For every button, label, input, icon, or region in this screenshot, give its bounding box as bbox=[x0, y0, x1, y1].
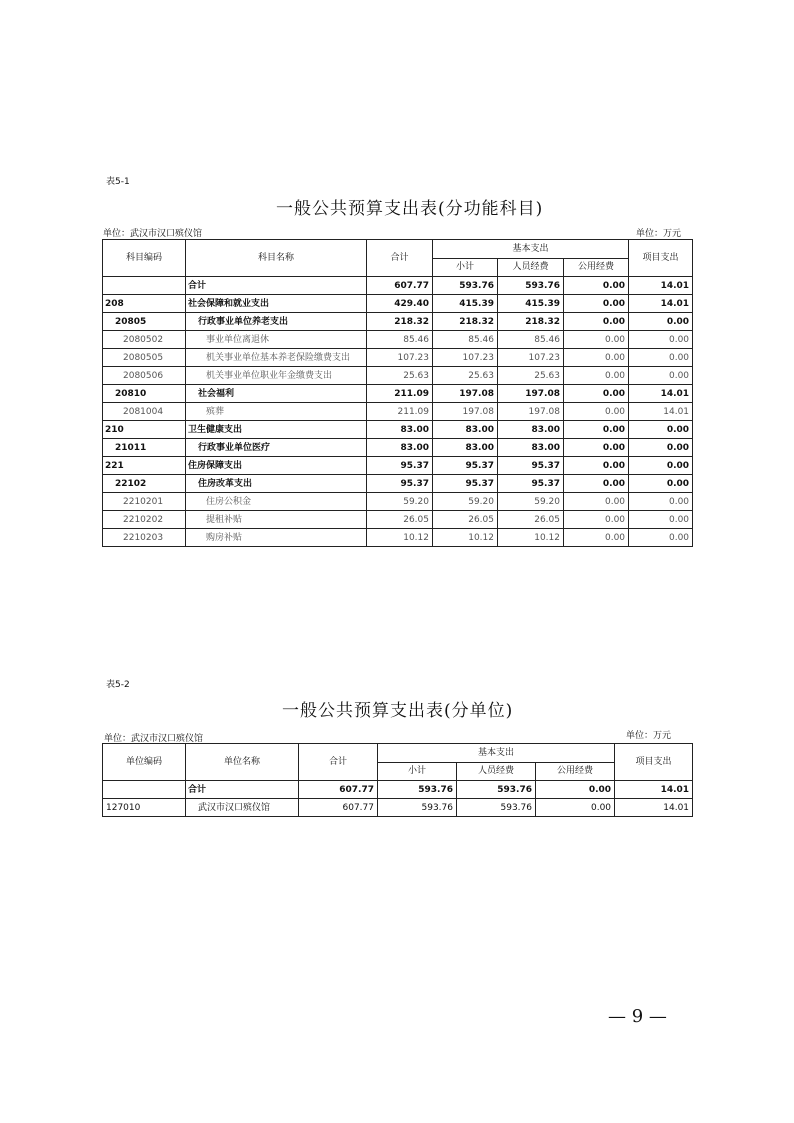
subtotal-cell: 26.05 bbox=[433, 511, 498, 529]
name-cell: 殡葬 bbox=[186, 403, 367, 421]
public-cell: 0.00 bbox=[564, 493, 629, 511]
table-row bbox=[103, 457, 693, 475]
public-cell: 0.00 bbox=[564, 457, 629, 475]
personnel-cell: 197.08 bbox=[498, 385, 564, 403]
name-cell: 合计 bbox=[186, 781, 299, 799]
header-personnel: 人员经费 bbox=[457, 762, 536, 781]
total-cell: 10.12 bbox=[367, 529, 433, 547]
table2-header-row bbox=[103, 744, 693, 763]
subtotal-cell: 95.37 bbox=[433, 457, 498, 475]
name-cell: 行政事业单位养老支出 bbox=[186, 313, 367, 331]
total-cell: 95.37 bbox=[367, 475, 433, 493]
personnel-cell: 10.12 bbox=[498, 529, 564, 547]
personnel-cell: 95.37 bbox=[498, 475, 564, 493]
subtotal-cell: 25.63 bbox=[433, 367, 498, 385]
header-total: 合计 bbox=[367, 240, 433, 277]
personnel-cell: 107.23 bbox=[498, 349, 564, 367]
total-cell: 83.00 bbox=[367, 439, 433, 457]
project-cell: 0.00 bbox=[629, 313, 693, 331]
project-cell: 14.01 bbox=[615, 799, 693, 817]
total-cell: 211.09 bbox=[367, 403, 433, 421]
project-cell: 14.01 bbox=[629, 385, 693, 403]
public-cell: 0.00 bbox=[564, 367, 629, 385]
subtotal-cell: 85.46 bbox=[433, 331, 498, 349]
total-cell: 211.09 bbox=[367, 385, 433, 403]
header-public: 公用经费 bbox=[564, 258, 629, 277]
header-subtotal: 小计 bbox=[378, 762, 457, 781]
table-row bbox=[103, 511, 693, 529]
public-cell: 0.00 bbox=[564, 385, 629, 403]
table1-header-row bbox=[103, 240, 693, 259]
personnel-cell: 26.05 bbox=[498, 511, 564, 529]
public-cell: 0.00 bbox=[564, 277, 629, 295]
code-cell bbox=[103, 781, 186, 799]
project-cell: 14.01 bbox=[629, 403, 693, 421]
header-code: 科目编码 bbox=[103, 240, 186, 277]
table-row bbox=[103, 799, 693, 817]
table2-label: 表5-2 bbox=[106, 680, 130, 690]
page-number: — 9 — bbox=[608, 1006, 667, 1027]
table2 bbox=[102, 743, 693, 817]
code-cell: 20810 bbox=[103, 385, 186, 403]
table-row bbox=[103, 529, 693, 547]
table-row bbox=[103, 313, 693, 331]
code-cell: 2080505 bbox=[103, 349, 186, 367]
project-cell: 0.00 bbox=[629, 349, 693, 367]
code-cell: 127010 bbox=[103, 799, 186, 817]
header-project: 项目支出 bbox=[615, 744, 693, 781]
personnel-cell: 95.37 bbox=[498, 457, 564, 475]
code-cell: 2210202 bbox=[103, 511, 186, 529]
name-cell: 武汉市汉口殡仪馆 bbox=[186, 799, 299, 817]
project-cell: 0.00 bbox=[629, 475, 693, 493]
header-public: 公用经费 bbox=[536, 762, 615, 781]
table-row bbox=[103, 403, 693, 421]
public-cell: 0.00 bbox=[564, 403, 629, 421]
table-row bbox=[103, 475, 693, 493]
personnel-cell: 83.00 bbox=[498, 439, 564, 457]
table-row bbox=[103, 277, 693, 295]
table-row bbox=[103, 439, 693, 457]
personnel-cell: 197.08 bbox=[498, 403, 564, 421]
header-name: 科目名称 bbox=[186, 240, 367, 277]
table-row bbox=[103, 781, 693, 799]
project-cell: 14.01 bbox=[615, 781, 693, 799]
name-cell: 住房改革支出 bbox=[186, 475, 367, 493]
public-cell: 0.00 bbox=[564, 331, 629, 349]
total-cell: 607.77 bbox=[299, 799, 378, 817]
table2-unit-left: 单位：武汉市汉口殡仪馆 bbox=[104, 734, 204, 744]
personnel-cell: 59.20 bbox=[498, 493, 564, 511]
name-cell: 住房公积金 bbox=[186, 493, 367, 511]
project-cell: 0.00 bbox=[629, 421, 693, 439]
table1-label: 表5-1 bbox=[106, 177, 130, 187]
personnel-cell: 85.46 bbox=[498, 331, 564, 349]
code-cell bbox=[103, 277, 186, 295]
table1-unit-left: 单位：武汉市汉口殡仪馆 bbox=[103, 229, 203, 239]
table2-title: 一般公共预算支出表(分单位) bbox=[282, 701, 514, 721]
table1-title: 一般公共预算支出表(分功能科目) bbox=[276, 199, 544, 219]
personnel-cell: 593.76 bbox=[457, 781, 536, 799]
table-row bbox=[103, 421, 693, 439]
project-cell: 0.00 bbox=[629, 457, 693, 475]
header-code: 单位编码 bbox=[103, 744, 186, 781]
total-cell: 85.46 bbox=[367, 331, 433, 349]
header-project: 项目支出 bbox=[629, 240, 693, 277]
public-cell: 0.00 bbox=[564, 529, 629, 547]
subtotal-cell: 593.76 bbox=[378, 799, 457, 817]
total-cell: 607.77 bbox=[299, 781, 378, 799]
code-cell: 21011 bbox=[103, 439, 186, 457]
name-cell: 社会福利 bbox=[186, 385, 367, 403]
code-cell: 2210203 bbox=[103, 529, 186, 547]
header-total: 合计 bbox=[299, 744, 378, 781]
name-cell: 提租补贴 bbox=[186, 511, 367, 529]
public-cell: 0.00 bbox=[564, 349, 629, 367]
subtotal-cell: 10.12 bbox=[433, 529, 498, 547]
total-cell: 59.20 bbox=[367, 493, 433, 511]
subtotal-cell: 415.39 bbox=[433, 295, 498, 313]
header-personnel: 人员经费 bbox=[498, 258, 564, 277]
header-name: 单位名称 bbox=[186, 744, 299, 781]
subtotal-cell: 593.76 bbox=[433, 277, 498, 295]
total-cell: 218.32 bbox=[367, 313, 433, 331]
table-row bbox=[103, 331, 693, 349]
header-subtotal: 小计 bbox=[433, 258, 498, 277]
code-cell: 2080502 bbox=[103, 331, 186, 349]
total-cell: 95.37 bbox=[367, 457, 433, 475]
subtotal-cell: 95.37 bbox=[433, 475, 498, 493]
table1 bbox=[102, 239, 693, 547]
name-cell: 住房保障支出 bbox=[186, 457, 367, 475]
personnel-cell: 218.32 bbox=[498, 313, 564, 331]
code-cell: 2080506 bbox=[103, 367, 186, 385]
public-cell: 0.00 bbox=[564, 511, 629, 529]
name-cell: 行政事业单位医疗 bbox=[186, 439, 367, 457]
table-row bbox=[103, 295, 693, 313]
total-cell: 107.23 bbox=[367, 349, 433, 367]
project-cell: 14.01 bbox=[629, 295, 693, 313]
name-cell: 社会保障和就业支出 bbox=[186, 295, 367, 313]
total-cell: 26.05 bbox=[367, 511, 433, 529]
total-cell: 429.40 bbox=[367, 295, 433, 313]
code-cell: 221 bbox=[103, 457, 186, 475]
subtotal-cell: 197.08 bbox=[433, 403, 498, 421]
public-cell: 0.00 bbox=[564, 421, 629, 439]
total-cell: 25.63 bbox=[367, 367, 433, 385]
personnel-cell: 25.63 bbox=[498, 367, 564, 385]
public-cell: 0.00 bbox=[564, 295, 629, 313]
table2-unit-right: 单位：万元 bbox=[626, 731, 672, 741]
name-cell: 卫生健康支出 bbox=[186, 421, 367, 439]
subtotal-cell: 218.32 bbox=[433, 313, 498, 331]
code-cell: 2210201 bbox=[103, 493, 186, 511]
project-cell: 0.00 bbox=[629, 493, 693, 511]
public-cell: 0.00 bbox=[564, 475, 629, 493]
table-row bbox=[103, 349, 693, 367]
personnel-cell: 593.76 bbox=[457, 799, 536, 817]
subtotal-cell: 107.23 bbox=[433, 349, 498, 367]
code-cell: 20805 bbox=[103, 313, 186, 331]
project-cell: 0.00 bbox=[629, 439, 693, 457]
public-cell: 0.00 bbox=[564, 439, 629, 457]
personnel-cell: 415.39 bbox=[498, 295, 564, 313]
personnel-cell: 83.00 bbox=[498, 421, 564, 439]
subtotal-cell: 197.08 bbox=[433, 385, 498, 403]
header-basic: 基本支出 bbox=[378, 744, 615, 763]
table-row bbox=[103, 385, 693, 403]
table1-unit-right: 单位：万元 bbox=[636, 229, 682, 239]
table-row bbox=[103, 367, 693, 385]
subtotal-cell: 593.76 bbox=[378, 781, 457, 799]
total-cell: 607.77 bbox=[367, 277, 433, 295]
name-cell: 合计 bbox=[186, 277, 367, 295]
project-cell: 0.00 bbox=[629, 529, 693, 547]
subtotal-cell: 83.00 bbox=[433, 439, 498, 457]
public-cell: 0.00 bbox=[536, 799, 615, 817]
total-cell: 83.00 bbox=[367, 421, 433, 439]
name-cell: 事业单位离退休 bbox=[186, 331, 367, 349]
personnel-cell: 593.76 bbox=[498, 277, 564, 295]
table-row bbox=[103, 493, 693, 511]
name-cell: 机关事业单位基本养老保险缴费支出 bbox=[186, 349, 367, 367]
subtotal-cell: 59.20 bbox=[433, 493, 498, 511]
code-cell: 208 bbox=[103, 295, 186, 313]
code-cell: 22102 bbox=[103, 475, 186, 493]
project-cell: 0.00 bbox=[629, 331, 693, 349]
header-basic: 基本支出 bbox=[433, 240, 629, 259]
project-cell: 0.00 bbox=[629, 367, 693, 385]
name-cell: 机关事业单位职业年金缴费支出 bbox=[186, 367, 367, 385]
project-cell: 14.01 bbox=[629, 277, 693, 295]
public-cell: 0.00 bbox=[536, 781, 615, 799]
code-cell: 210 bbox=[103, 421, 186, 439]
subtotal-cell: 83.00 bbox=[433, 421, 498, 439]
name-cell: 购房补贴 bbox=[186, 529, 367, 547]
public-cell: 0.00 bbox=[564, 313, 629, 331]
project-cell: 0.00 bbox=[629, 511, 693, 529]
code-cell: 2081004 bbox=[103, 403, 186, 421]
